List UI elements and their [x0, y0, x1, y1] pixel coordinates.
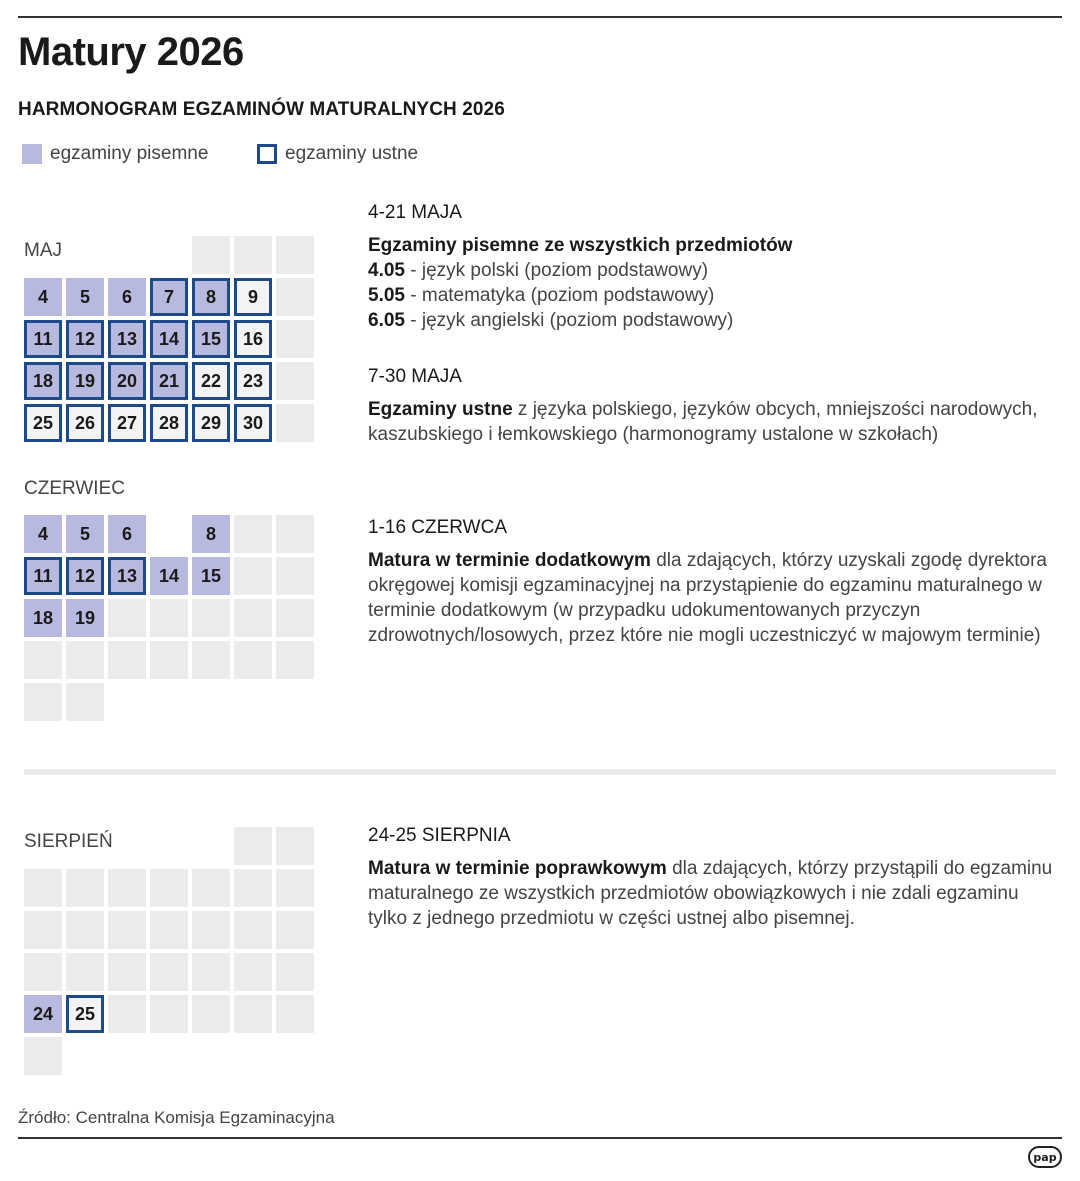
calendar-empty-cell [24, 869, 62, 907]
calendar-empty-cell [108, 236, 146, 274]
page-title: Matury 2026 [18, 30, 244, 74]
calendar-day: 30 [234, 404, 272, 442]
calendar-empty-cell [108, 953, 146, 991]
calendar-empty-cell [24, 827, 62, 865]
calendar-empty-cell [234, 995, 272, 1033]
section-heading: 7-30 MAJA [368, 366, 462, 387]
legend-written [22, 143, 208, 165]
calendar-day: 12 [66, 320, 104, 358]
calendar-day: 25 [24, 404, 62, 442]
calendar-empty-cell [276, 827, 314, 865]
calendar-empty-cell [24, 911, 62, 949]
month-label-june: CZERWIEC [24, 478, 125, 499]
written-swatch [22, 144, 42, 164]
calendar-empty-cell [234, 557, 272, 595]
calendar-empty-cell [276, 869, 314, 907]
calendar-empty-cell [276, 683, 314, 721]
calendar-empty-cell [192, 953, 230, 991]
section-title: Egzaminy pisemne ze wszystkich przedmiotów [368, 235, 793, 256]
calendar-day: 29 [192, 404, 230, 442]
calendar-empty-cell [150, 827, 188, 865]
calendar-day: 22 [192, 362, 230, 400]
section-june [368, 515, 1058, 648]
calendar-day: 15 [192, 557, 230, 595]
calendar-day: 6 [108, 515, 146, 553]
calendar-empty-cell [24, 953, 62, 991]
calendar-day: 13 [108, 320, 146, 358]
calendar-empty-cell [66, 641, 104, 679]
calendar-empty-cell [192, 599, 230, 637]
section-august [368, 823, 1058, 931]
calendar-empty-cell [66, 236, 104, 274]
calendar-empty-cell [66, 827, 104, 865]
calendar-empty-cell [108, 869, 146, 907]
calendar-empty-cell [66, 683, 104, 721]
calendar-empty-cell [276, 236, 314, 274]
calendar-day: 19 [66, 599, 104, 637]
calendar-empty-cell [150, 515, 188, 553]
calendar-empty-cell [234, 515, 272, 553]
calendar-empty-cell [66, 869, 104, 907]
calendar-day: 28 [150, 404, 188, 442]
calendar-day: 25 [66, 995, 104, 1033]
calendar-day: 23 [234, 362, 272, 400]
calendar-empty-cell [276, 641, 314, 679]
exam-item: 4.05 - język polski (poziom podstawowy) [368, 260, 709, 281]
month-label-august: SIERPIEŃ [24, 831, 113, 852]
legend-oral [257, 143, 418, 165]
calendar-empty-cell [24, 683, 62, 721]
exam-item: 5.05 - matematyka (poziom podstawowy) [368, 285, 715, 306]
calendar-empty-cell [150, 641, 188, 679]
calendar-empty-cell [150, 995, 188, 1033]
pap-logo: pap [1028, 1146, 1062, 1168]
calendar-empty-cell [108, 641, 146, 679]
calendar-day: 21 [150, 362, 188, 400]
calendar-august [24, 827, 314, 1075]
bottom-rule [18, 1137, 1062, 1139]
section-body: Matura w terminie dodatkowym dla zdających, którzy uzyskali zgodę dyrektora okręgowej komisji egzaminacyjnej na przystąpienie do egzaminu maturalnego w terminie dodatkowym (w przypadku udokumentowanych przyczyn zdrowotnych/losowych, przez które nie mogli uczestniczyć w majowym terminie) [368, 550, 1047, 646]
calendar-day: 8 [192, 515, 230, 553]
calendar-day: 12 [66, 557, 104, 595]
section-divider [24, 769, 1056, 775]
calendar-empty-cell [234, 827, 272, 865]
calendar-empty-cell [66, 1037, 104, 1075]
calendar-empty-cell [234, 599, 272, 637]
calendar-empty-cell [24, 641, 62, 679]
section-heading: 24-25 SIERPNIA [368, 825, 511, 846]
calendar-empty-cell [150, 911, 188, 949]
calendar-empty-cell [192, 641, 230, 679]
calendar-day: 18 [24, 599, 62, 637]
calendar-day: 26 [66, 404, 104, 442]
calendar-empty-cell [108, 1037, 146, 1075]
calendar-day: 18 [24, 362, 62, 400]
calendar-empty-cell [276, 320, 314, 358]
calendar-day: 8 [192, 278, 230, 316]
calendar-empty-cell [108, 599, 146, 637]
oral-swatch [257, 144, 277, 164]
calendar-empty-cell [108, 683, 146, 721]
calendar-empty-cell [192, 1037, 230, 1075]
calendar-empty-cell [24, 236, 62, 274]
calendar-empty-cell [150, 869, 188, 907]
calendar-day: 7 [150, 278, 188, 316]
calendar-empty-cell [276, 911, 314, 949]
section-heading: 4-21 MAJA [368, 202, 462, 223]
section-heading: 1-16 CZERWCA [368, 517, 508, 538]
calendar-empty-cell [24, 1037, 62, 1075]
calendar-empty-cell [234, 1037, 272, 1075]
calendar-empty-cell [276, 599, 314, 637]
calendar-day: 24 [24, 995, 62, 1033]
calendar-day: 4 [24, 278, 62, 316]
calendar-empty-cell [150, 1037, 188, 1075]
calendar-day: 11 [24, 557, 62, 595]
calendar-empty-cell [192, 911, 230, 949]
calendar-empty-cell [276, 953, 314, 991]
calendar-empty-cell [234, 641, 272, 679]
calendar-empty-cell [66, 953, 104, 991]
legend-oral-label: egzaminy ustne [285, 143, 419, 164]
calendar-empty-cell [234, 953, 272, 991]
calendar-day: 19 [66, 362, 104, 400]
calendar-empty-cell [234, 236, 272, 274]
calendar-day: 6 [108, 278, 146, 316]
calendar-empty-cell [66, 911, 104, 949]
calendar-empty-cell [276, 995, 314, 1033]
calendar-empty-cell [192, 869, 230, 907]
calendar-june [24, 515, 314, 721]
calendar-empty-cell [108, 995, 146, 1033]
calendar-day: 4 [24, 515, 62, 553]
section-body: Egzaminy ustne z języka polskiego, języków obcych, mniejszości narodowych, kaszubskiego i łemkowskiego (harmonogramy ustalone w szkołach) [368, 399, 1038, 445]
calendar-empty-cell [276, 278, 314, 316]
calendar-empty-cell [150, 953, 188, 991]
calendar-empty-cell [234, 869, 272, 907]
calendar-empty-cell [150, 236, 188, 274]
calendar-empty-cell [276, 1037, 314, 1075]
calendar-day: 9 [234, 278, 272, 316]
calendar-day: 5 [66, 278, 104, 316]
page-subtitle: HARMONOGRAM EGZAMINÓW MATURALNYCH 2026 [18, 99, 505, 120]
calendar-empty-cell [234, 683, 272, 721]
calendar-day: 14 [150, 557, 188, 595]
calendar-day: 15 [192, 320, 230, 358]
calendar-empty-cell [234, 911, 272, 949]
calendar-day: 14 [150, 320, 188, 358]
section-may-written [368, 200, 1068, 333]
source-note: Źródło: Centralna Komisja Egzaminacyjna [18, 1108, 335, 1127]
calendar-empty-cell [276, 557, 314, 595]
calendar-empty-cell [276, 515, 314, 553]
calendar-day: 5 [66, 515, 104, 553]
calendar-may [24, 236, 314, 442]
calendar-day: 27 [108, 404, 146, 442]
calendar-empty-cell [276, 404, 314, 442]
section-body: Matura w terminie poprawkowym dla zdających, którzy przystąpili do egzaminu maturalnego ze wszystkich przedmiotów obowiązkowych i nie zdali egzaminu tylko z jednego przedmiotu w części ustnej albo pisemnej. [368, 858, 1053, 929]
calendar-empty-cell [150, 599, 188, 637]
calendar-empty-cell [108, 911, 146, 949]
exam-item: 6.05 - język angielski (poziom podstawowy) [368, 310, 734, 331]
calendar-day: 11 [24, 320, 62, 358]
calendar-empty-cell [276, 362, 314, 400]
calendar-empty-cell [192, 995, 230, 1033]
calendar-day: 20 [108, 362, 146, 400]
month-label-may: MAJ [24, 240, 62, 261]
calendar-empty-cell [192, 236, 230, 274]
legend-written-label: egzaminy pisemne [50, 143, 209, 164]
section-may-oral [368, 364, 1068, 447]
calendar-day: 16 [234, 320, 272, 358]
calendar-day: 13 [108, 557, 146, 595]
top-rule [18, 16, 1062, 18]
calendar-empty-cell [108, 827, 146, 865]
calendar-empty-cell [192, 683, 230, 721]
calendar-empty-cell [150, 683, 188, 721]
calendar-empty-cell [192, 827, 230, 865]
